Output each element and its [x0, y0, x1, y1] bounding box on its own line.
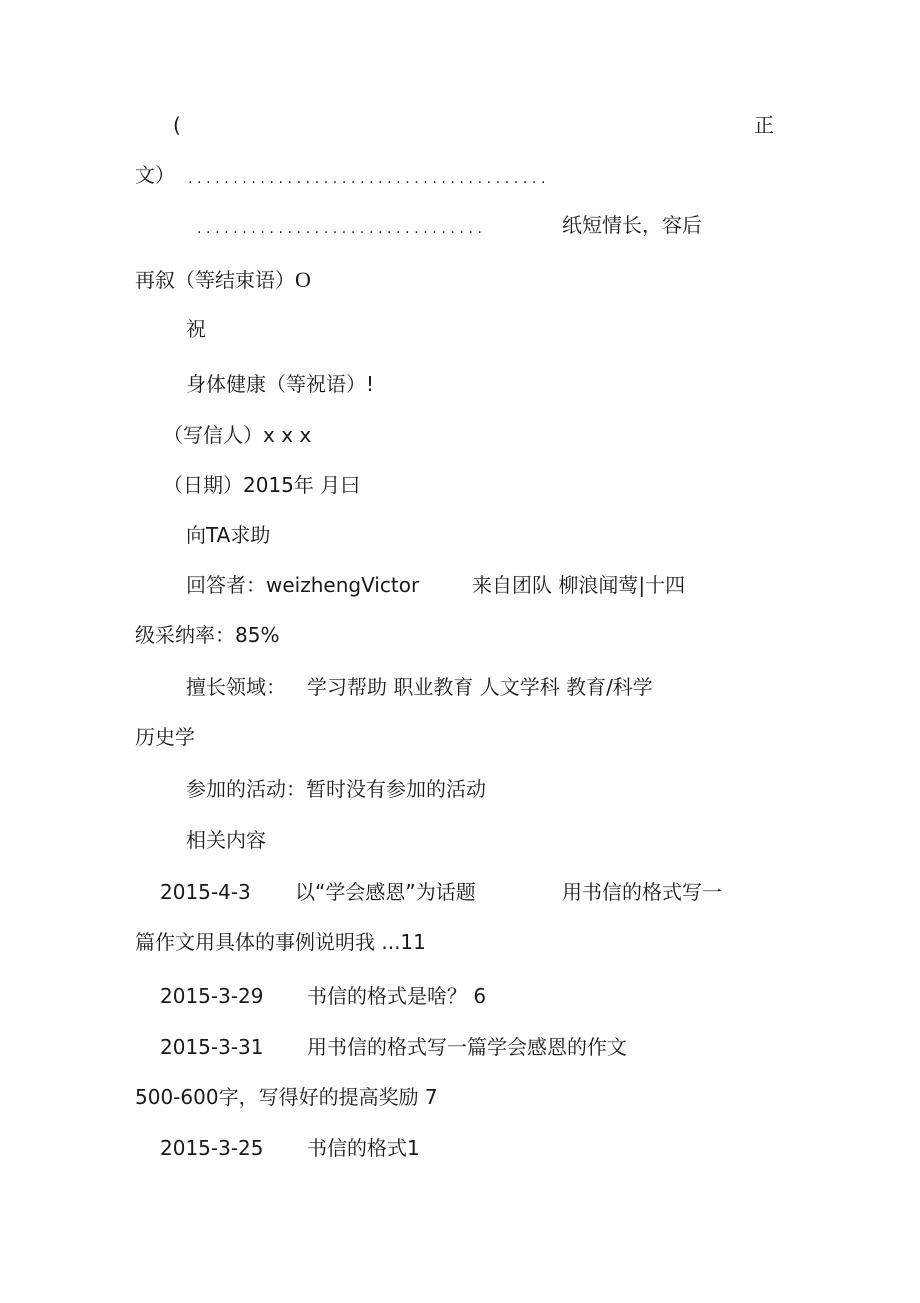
related-title-3[interactable]: 用书信的格式写一篇学会感恩的作文 — [307, 1035, 627, 1059]
body-label-char: 正 — [754, 113, 774, 137]
answerer-label[interactable]: 回答者：weizhengVictor — [186, 573, 420, 597]
team-label[interactable]: 来自团队 柳浪闻莺|十四 — [472, 573, 686, 597]
related-title-3-cont[interactable]: 500-600字，写得好的提高奖励 7 — [135, 1085, 438, 1109]
related-title-1a[interactable]: 以“学会感恩”为话题 — [295, 880, 476, 904]
related-title: 相关内容 — [186, 828, 266, 852]
expertise-continuation[interactable]: 历史学 — [135, 725, 195, 749]
writer-line: （写信人）x x x — [163, 423, 312, 447]
closing-continuation — [135, 269, 311, 291]
related-title-1-cont[interactable]: 篇作文用具体的事例说明我 ...11 — [135, 930, 426, 954]
body-dots-2: ................................ — [197, 221, 487, 237]
related-title-1b[interactable]: 用书信的格式写一 — [562, 880, 722, 904]
expertise-tags[interactable]: 学习帮助 职业教育 人文学科 教育/科学 — [307, 675, 653, 699]
related-date-2: 2015-3-29 — [160, 984, 264, 1008]
closing-phrase: 纸短情长，容后 — [562, 213, 702, 237]
closing-continuation-mark: O — [295, 267, 311, 292]
wish-word: 祝 — [186, 317, 206, 341]
accept-rate: 级采纳率：85% — [135, 623, 280, 647]
related-title-2[interactable]: 书信的格式是啥？ 6 — [307, 984, 487, 1008]
related-date-1: 2015-4-3 — [160, 880, 251, 904]
body-dots-1: ........................................ — [188, 171, 551, 187]
related-date-3: 2015-3-31 — [160, 1035, 264, 1059]
body-open-paren: ( — [173, 113, 181, 137]
expertise-label: 擅长领域： — [186, 675, 286, 699]
ask-help-link[interactable]: 向TA求助 — [186, 523, 271, 547]
related-date-4: 2015-3-25 — [160, 1136, 264, 1160]
body-label-close: 文） — [135, 163, 175, 187]
closing-continuation-text: 再叙（等结束语） — [135, 268, 295, 292]
date-line: （日期）2015年 月曰 — [163, 473, 361, 497]
activities-line: 参加的活动：暂时没有参加的活动 — [186, 777, 486, 801]
wish-text: 身体健康（等祝语）! — [186, 372, 375, 396]
related-title-4[interactable]: 书信的格式1 — [307, 1136, 420, 1160]
